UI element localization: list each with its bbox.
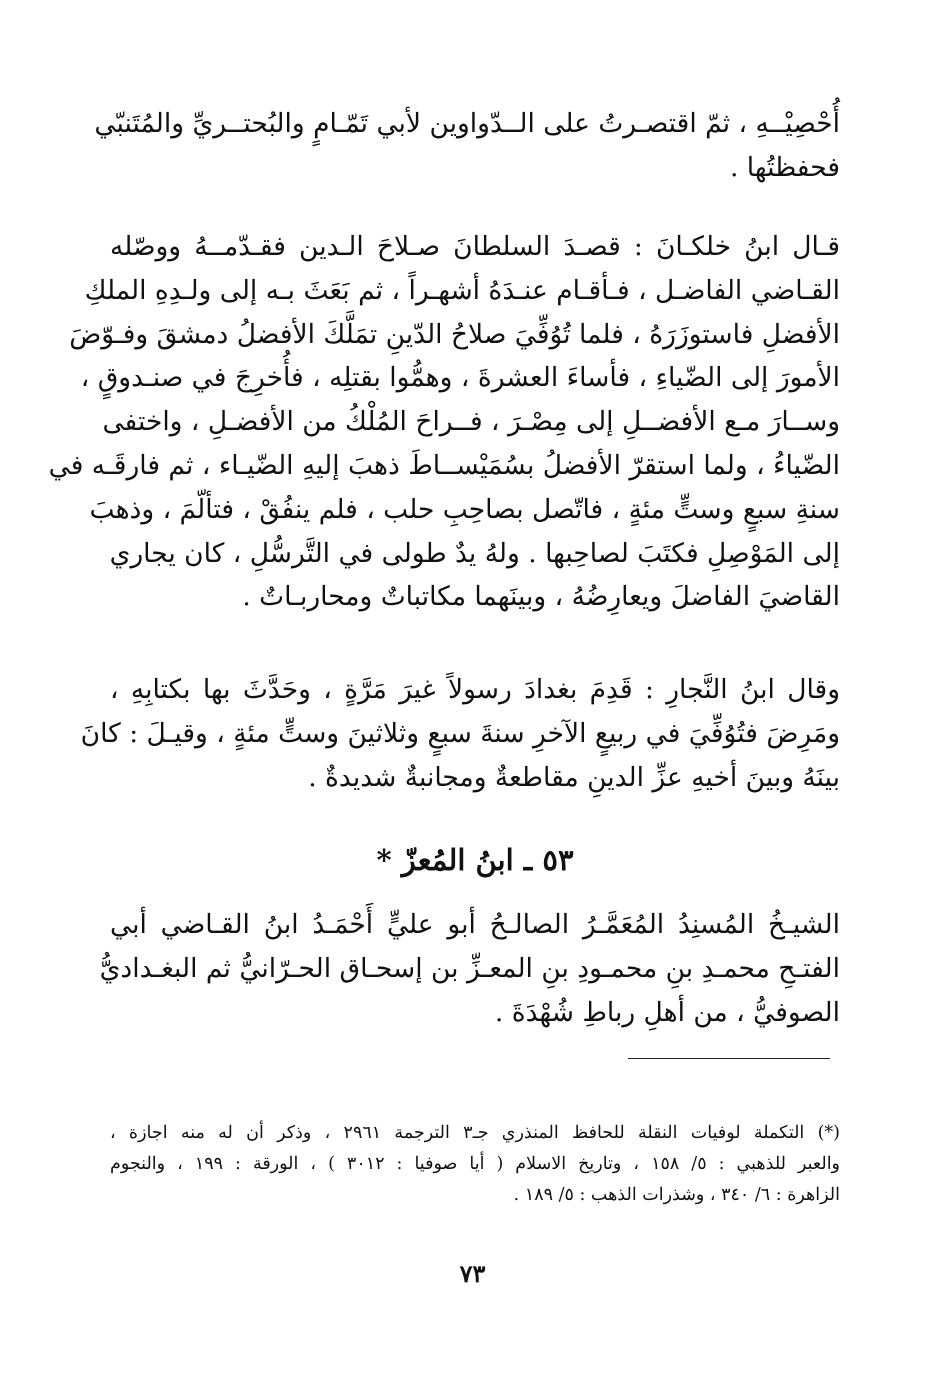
text-line: فحفظتُها . [729, 151, 840, 183]
footnote-line: (*) التكملة لوفيات النقلة للحافظ المنذري جـ٣ الترجمة ٢٩٦١ ، وذكر أن له منه اجازة ، [110, 1123, 840, 1143]
text-line: الضّياءُ ، ولما استقرّ الأفضلُ بسُمَيْســاطَ ذهبَ إليهِ الضّيـاء ، ثم فارقَـه في [48, 449, 840, 481]
section-heading: ٥٣ ـ ابنُ المُعزّ * [376, 843, 574, 877]
footnote-line: والعبر للذهبي : ٥/ ١٥٨ ، وتاريخ الاسلام ( أيا صوفيا : ٣٠١٢ ) ، الورقة : ١٩٩ ، والنجوم [110, 1154, 841, 1174]
paragraph-biography [99, 903, 840, 1034]
text-line: وقال ابنُ النَّجارِ : قَدِمَ بغدادَ رسولاً غيرَ مَرَّةٍ ، وحَدَّثَ بها بكتابِهِ ، [110, 674, 840, 705]
paragraph-ibn-khallikan [48, 225, 840, 619]
paragraph-continuation [94, 102, 840, 190]
paragraph-ibn-al-najjar [80, 668, 840, 799]
page-number: ٧٣ [459, 1259, 486, 1288]
footnote-separator [628, 1058, 830, 1059]
text-line: القـاضي الفاضـل ، فـأقـام عنـدَهُ أشهـراً ، ثم بَعَثَ بـه إلى ولـدِهِ الملكِ [84, 274, 840, 306]
text-line: ومَرِضَ فتُوُفِّيَ في ربيعٍ الآخرِ سنةَ سبعٍ وثلاثينَ وستٍّ مئةٍ ، وقيـلَ : كانَ [80, 717, 840, 749]
text-line: وســارَ مـع الأفضــلِ إلى مِصْـرَ ، فــراحَ المُلْكُ من الأفضـلِ ، واختفى [102, 406, 840, 438]
text-line: سنةِ سبعٍ وستٍّ مئةٍ ، فاتّصل بصاحِبِ حلب ، فلم ينفُقْ ، فتألّمَ ، وذهبَ [89, 493, 840, 525]
text-line: الأفضلِ فاستوزَرَهُ ، فلما تُوُفِّيَ صلاحُ الدّينِ تمَلَّكَ الأفضلُ دمشقَ وفـوّضَ [69, 318, 840, 350]
text-line: بينَهُ وبينَ أخيهِ عزِّ الدينِ مقاطعةٌ ومجانبةٌ شديدةٌ . [308, 761, 840, 793]
text-line: الأمورَ إلى الضّياءِ ، فأساءَ العشرةَ ، وهمُّوا بقتلِه ، فأُخرِجَ في صنـدوقٍ ، [80, 362, 840, 394]
text-line: أُحْصِيْــهِ ، ثمّ اقتصـرتُ على الــدّواوين لأبي تَمّـامٍ والبُحتــريِّ والمُتَنبّي [94, 108, 840, 139]
text-line: قـال ابنُ خلكـانَ : قصـدَ السلطانَ صـلاحَ الـدين فقـدّمــهُ ووصّله [110, 231, 840, 262]
text-line: إلى المَوْصِلِ فكتَبَ لصاحِبها . ولهُ يدٌ طولى في التَّرسُّلِ ، كان يجاري [109, 537, 840, 569]
footnote-line: الزاهرة : ٦/ ٣٤٠ ، وشذرات الذهب : ٥/ ١٨٩ . [513, 1185, 840, 1205]
footnote [110, 1118, 840, 1211]
text-line: الشيـخُ المُسنِدُ المُعَمَّـرُ الصالـحُ أبو عليٍّ أَحْمَـدُ ابنُ القـاضي أبي [110, 909, 840, 940]
text-line: الفتـحِ محمـدِ بنِ محمـودِ بنِ المعـزِّ بن إسحـاق الحـرّانيُّ ثم البغـداديُّ [99, 952, 840, 984]
text-line: الصوفيُّ ، من أهلِ رباطِ شُهْدَةَ . [494, 996, 840, 1028]
text-line: القاضيَ الفاضلَ ويعارِضُهُ ، وبينَهما مكاتباتٌ ومحاربـاتٌ . [242, 581, 840, 613]
